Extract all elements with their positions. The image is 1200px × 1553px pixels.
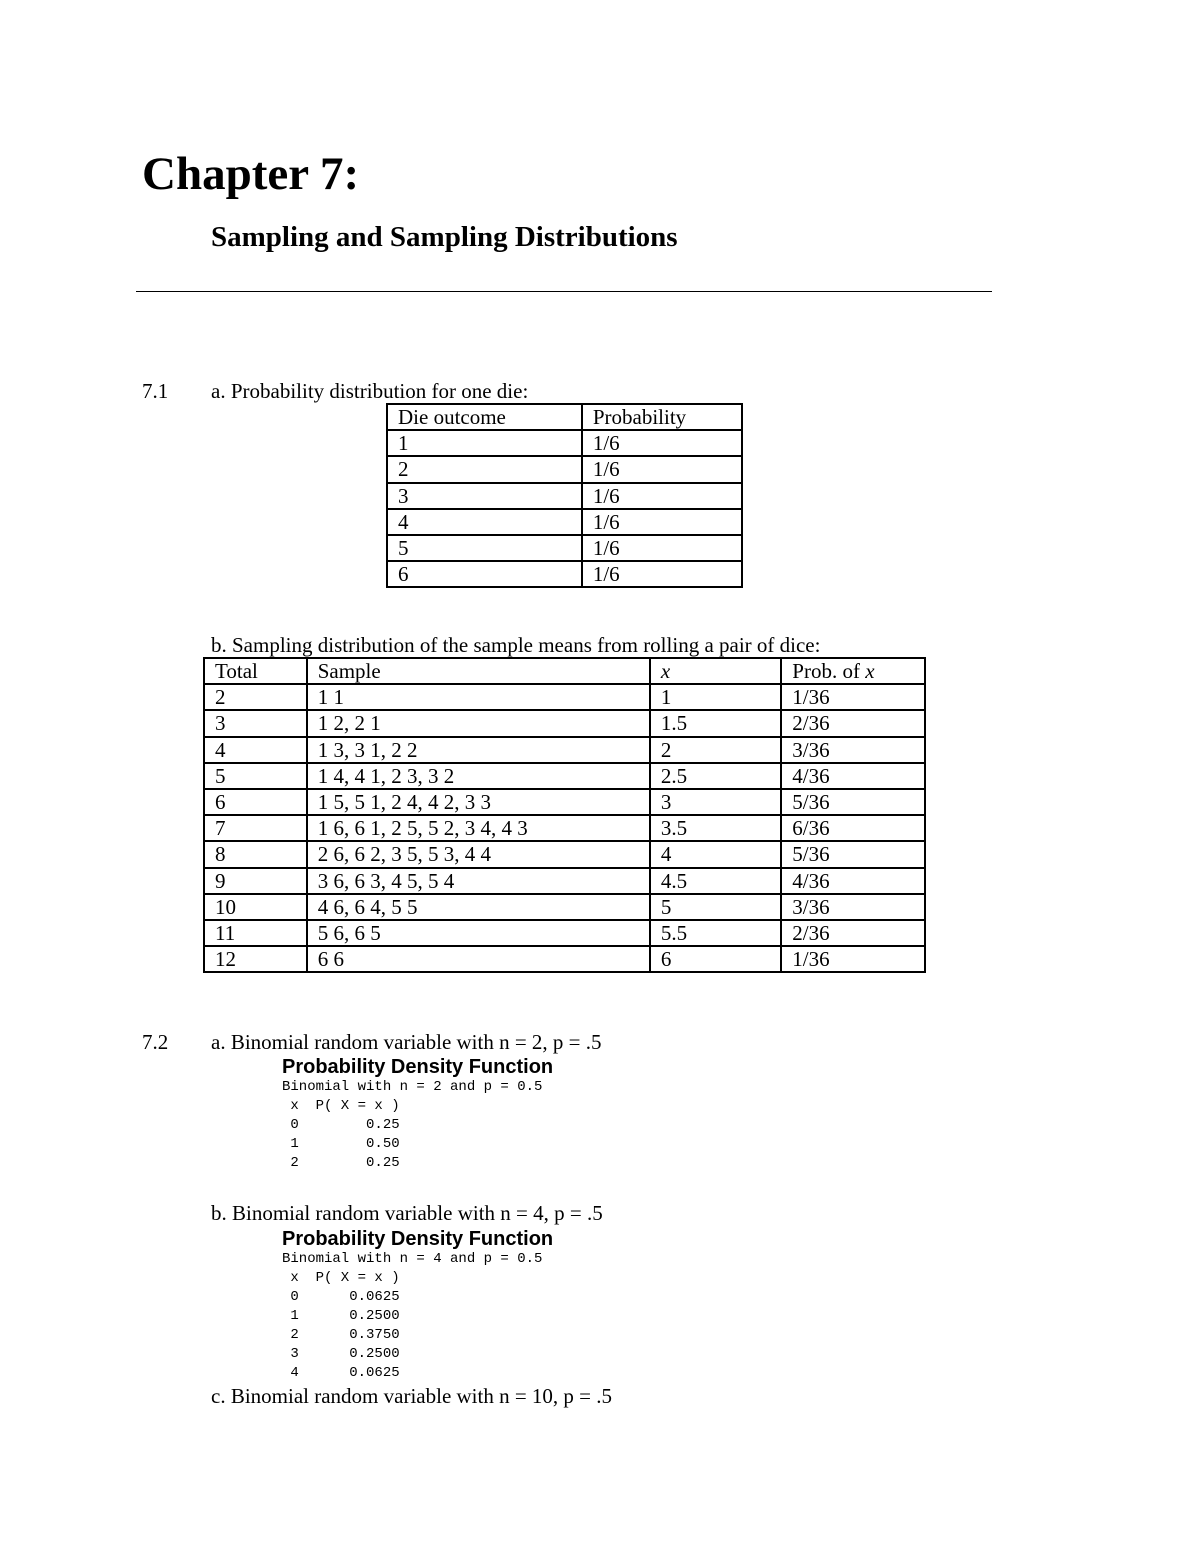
x-bar-cell: 1.5	[650, 710, 781, 736]
total-cell: 3	[204, 710, 307, 736]
total-cell: 12	[204, 946, 307, 972]
pdf-line: 1 0.50	[282, 1136, 400, 1152]
probability-cell: 3/36	[781, 894, 925, 920]
table-row	[387, 535, 742, 561]
probability-cell: 1/6	[582, 483, 742, 509]
probability-cell: 5/36	[781, 789, 925, 815]
pdf-title-b: Probability Density Function	[282, 1228, 554, 1250]
x-bar-cell: 6	[650, 946, 781, 972]
die-outcome-cell: 6	[387, 561, 582, 587]
table-row	[204, 815, 925, 841]
total-cell: 9	[204, 868, 307, 894]
sample-cell: 4 6, 6 4, 5 5	[307, 894, 650, 920]
sample-cell: 3 6, 6 3, 4 5, 5 4	[307, 868, 650, 894]
sample-cell: 1 4, 4 1, 2 3, 3 2	[307, 763, 650, 789]
x-bar-cell: 5	[650, 894, 781, 920]
dice-sampling-distribution-table	[203, 657, 926, 973]
pdf-line: x P( X = x )	[282, 1270, 400, 1286]
die-outcome-cell: 5	[387, 535, 582, 561]
pdf-output-a	[282, 1078, 542, 1173]
table-row	[387, 456, 742, 482]
sample-cell: 2 6, 6 2, 3 5, 5 3, 4 4	[307, 841, 650, 867]
die-probability-table	[386, 403, 743, 588]
die-outcome-cell: 1	[387, 430, 582, 456]
sample-cell: 1 1	[307, 684, 650, 710]
x-bar-symbol: $\overline{x}$	[865, 659, 875, 684]
x-bar-cell: 1	[650, 684, 781, 710]
x-bar-cell: 2.5	[650, 763, 781, 789]
probability-cell: 2/36	[781, 710, 925, 736]
pdf-output-b	[282, 1250, 542, 1383]
pdf-line: 0 0.25	[282, 1117, 400, 1133]
table-row	[204, 946, 925, 972]
sample-cell: 1 6, 6 1, 2 5, 5 2, 3 4, 4 3	[307, 815, 650, 841]
probability-cell: 5/36	[781, 841, 925, 867]
part-b-label-7-2: b. Binomial random variable with n = 4, p = .5	[211, 1201, 603, 1225]
pdf-line: x P( X = x )	[282, 1098, 400, 1114]
pdf-line: Binomial with n = 2 and p = 0.5	[282, 1079, 543, 1095]
title-divider	[136, 291, 992, 292]
pdf-line: 4 0.0625	[282, 1365, 400, 1381]
table-row	[204, 894, 925, 920]
part-c-label-7-2: c. Binomial random variable with n = 10, p = .5	[211, 1384, 613, 1408]
table-header-row	[387, 404, 742, 430]
probability-cell: 1/6	[582, 509, 742, 535]
part-b-label: b. Sampling distribution of the sample means from rolling a pair of dice:	[211, 633, 821, 657]
table-row	[204, 868, 925, 894]
total-cell: 10	[204, 894, 307, 920]
total-cell: 8	[204, 841, 307, 867]
probability-cell: 3/36	[781, 737, 925, 763]
die-outcome-cell: 4	[387, 509, 582, 535]
header-probability: Probability	[582, 404, 742, 430]
total-cell: 6	[204, 789, 307, 815]
probability-cell: 6/36	[781, 815, 925, 841]
total-cell: 4	[204, 737, 307, 763]
table-row	[204, 710, 925, 736]
header-total: Total	[204, 658, 307, 684]
dice-table-body	[204, 684, 925, 972]
x-bar-cell: 5.5	[650, 920, 781, 946]
pdf-line: 1 0.2500	[282, 1308, 400, 1324]
die-outcome-cell: 3	[387, 483, 582, 509]
pdf-title-a: Probability Density Function	[282, 1056, 554, 1078]
sample-cell: 6 6	[307, 946, 650, 972]
sample-cell: 1 3, 3 1, 2 2	[307, 737, 650, 763]
header-prob-of-x-bar	[781, 658, 925, 684]
table-row	[387, 430, 742, 456]
probability-cell: 1/6	[582, 535, 742, 561]
total-cell: 2	[204, 684, 307, 710]
pdf-line: 3 0.2500	[282, 1346, 400, 1362]
table-row	[204, 789, 925, 815]
probability-cell: 1/6	[582, 456, 742, 482]
table-row	[204, 763, 925, 789]
total-cell: 11	[204, 920, 307, 946]
table-row	[204, 920, 925, 946]
pdf-line: Binomial with n = 4 and p = 0.5	[282, 1251, 543, 1267]
table-row	[387, 561, 742, 587]
problem-number-7-1: 7.1	[142, 379, 169, 403]
problem-number-7-2: 7.2	[142, 1030, 169, 1054]
sample-cell: 1 5, 5 1, 2 4, 4 2, 3 3	[307, 789, 650, 815]
table-row	[387, 509, 742, 535]
probability-cell: 4/36	[781, 763, 925, 789]
header-prob-of-label: Prob. of	[792, 659, 860, 684]
probability-cell: 1/6	[582, 561, 742, 587]
chapter-title: Chapter 7:	[142, 148, 360, 200]
pdf-line: 0 0.0625	[282, 1289, 400, 1305]
x-bar-cell: 4.5	[650, 868, 781, 894]
table-header-row	[204, 658, 925, 684]
total-cell: 5	[204, 763, 307, 789]
header-sample: Sample	[307, 658, 650, 684]
probability-cell: 1/6	[582, 430, 742, 456]
x-bar-cell: 4	[650, 841, 781, 867]
x-bar-symbol: $\overline{x}$	[660, 659, 671, 684]
sample-cell: 1 2, 2 1	[307, 710, 650, 736]
probability-cell: 2/36	[781, 920, 925, 946]
table-row	[204, 737, 925, 763]
die-outcome-cell: 2	[387, 456, 582, 482]
total-cell: 7	[204, 815, 307, 841]
table-row	[204, 684, 925, 710]
pdf-line: 2 0.3750	[282, 1327, 400, 1343]
part-a-label: a. Probability distribution for one die:	[211, 379, 529, 403]
part-a-label-7-2: a. Binomial random variable with n = 2, p = .5	[211, 1030, 602, 1054]
header-x-bar	[650, 658, 781, 684]
table-row	[204, 841, 925, 867]
probability-cell: 4/36	[781, 868, 925, 894]
x-bar-cell: 3.5	[650, 815, 781, 841]
x-bar-cell: 2	[650, 737, 781, 763]
header-die-outcome: Die outcome	[387, 404, 582, 430]
sample-cell: 5 6, 6 5	[307, 920, 650, 946]
probability-cell: 1/36	[781, 684, 925, 710]
probability-cell: 1/36	[781, 946, 925, 972]
x-bar-cell: 3	[650, 789, 781, 815]
chapter-subtitle: Sampling and Sampling Distributions	[211, 221, 678, 253]
table-row	[387, 483, 742, 509]
pdf-line: 2 0.25	[282, 1155, 400, 1171]
